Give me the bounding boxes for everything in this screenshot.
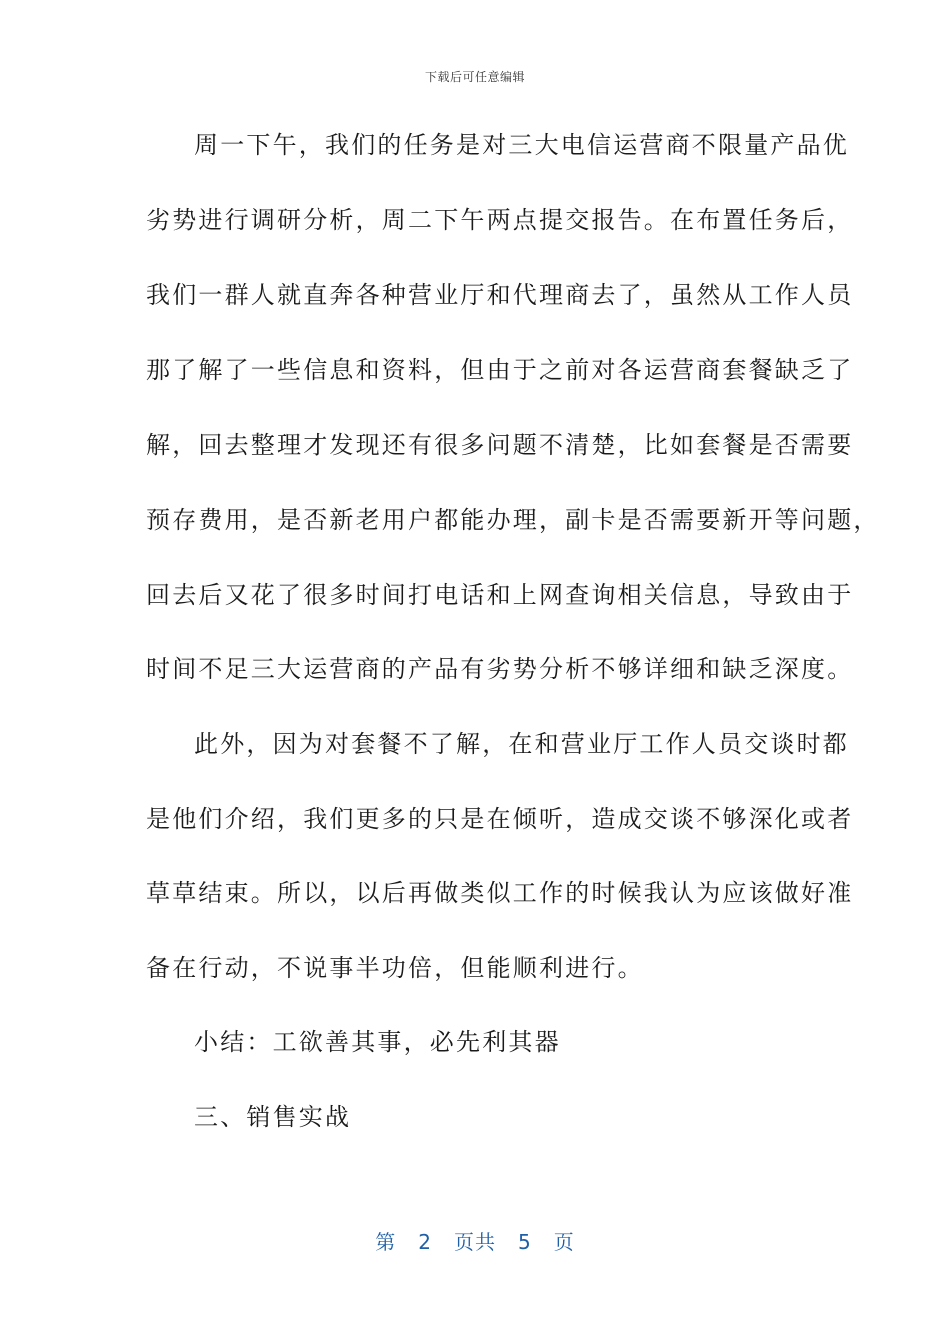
paragraph-line: 解，回去整理才发现还有很多问题不清楚，比如套餐是否需要 — [146, 431, 854, 459]
summary-line: 小结：工欲善其事，必先利其器 — [194, 1028, 561, 1056]
paragraph-line: 周一下午，我们的任务是对三大电信运营商不限量产品优 — [194, 131, 849, 159]
current-page-number: 2 — [418, 1230, 432, 1254]
paragraph-line: 备在行动，不说事半功倍，但能顺利进行。 — [146, 954, 644, 982]
paragraph-line: 草草结束。所以，以后再做类似工作的时候我认为应该做好准 — [146, 879, 854, 907]
paragraph-line: 时间不足三大运营商的产品有劣势分析不够详细和缺乏深度。 — [146, 655, 854, 683]
total-pages-number: 5 — [518, 1230, 532, 1254]
paragraph-line: 预存费用，是否新老用户都能办理，副卡是否需要新开等问题， — [146, 506, 880, 534]
footer-middle: 页共 — [454, 1230, 496, 1254]
paragraph-line: 劣势进行调研分析，周二下午两点提交报告。在布置任务后， — [146, 206, 854, 234]
download-note: 下载后可任意编辑 — [424, 70, 525, 84]
paragraph-line: 此外，因为对套餐不了解，在和营业厅工作人员交谈时都 — [194, 730, 849, 758]
paragraph-line: 是他们介绍，我们更多的只是在倾听，造成交谈不够深化或者 — [146, 805, 854, 833]
footer-prefix: 第 — [375, 1230, 397, 1254]
section-heading: 三、销售实战 — [194, 1103, 352, 1131]
paragraph-line: 回去后又花了很多时间打电话和上网查询相关信息，导致由于 — [146, 581, 854, 609]
paragraph-line: 那了解了一些信息和资料，但由于之前对各运营商套餐缺乏了 — [146, 356, 854, 384]
page-footer — [0, 1226, 950, 1255]
paragraph-line: 我们一群人就直奔各种营业厅和代理商去了，虽然从工作人员 — [146, 281, 854, 309]
footer-suffix: 页 — [553, 1230, 575, 1254]
